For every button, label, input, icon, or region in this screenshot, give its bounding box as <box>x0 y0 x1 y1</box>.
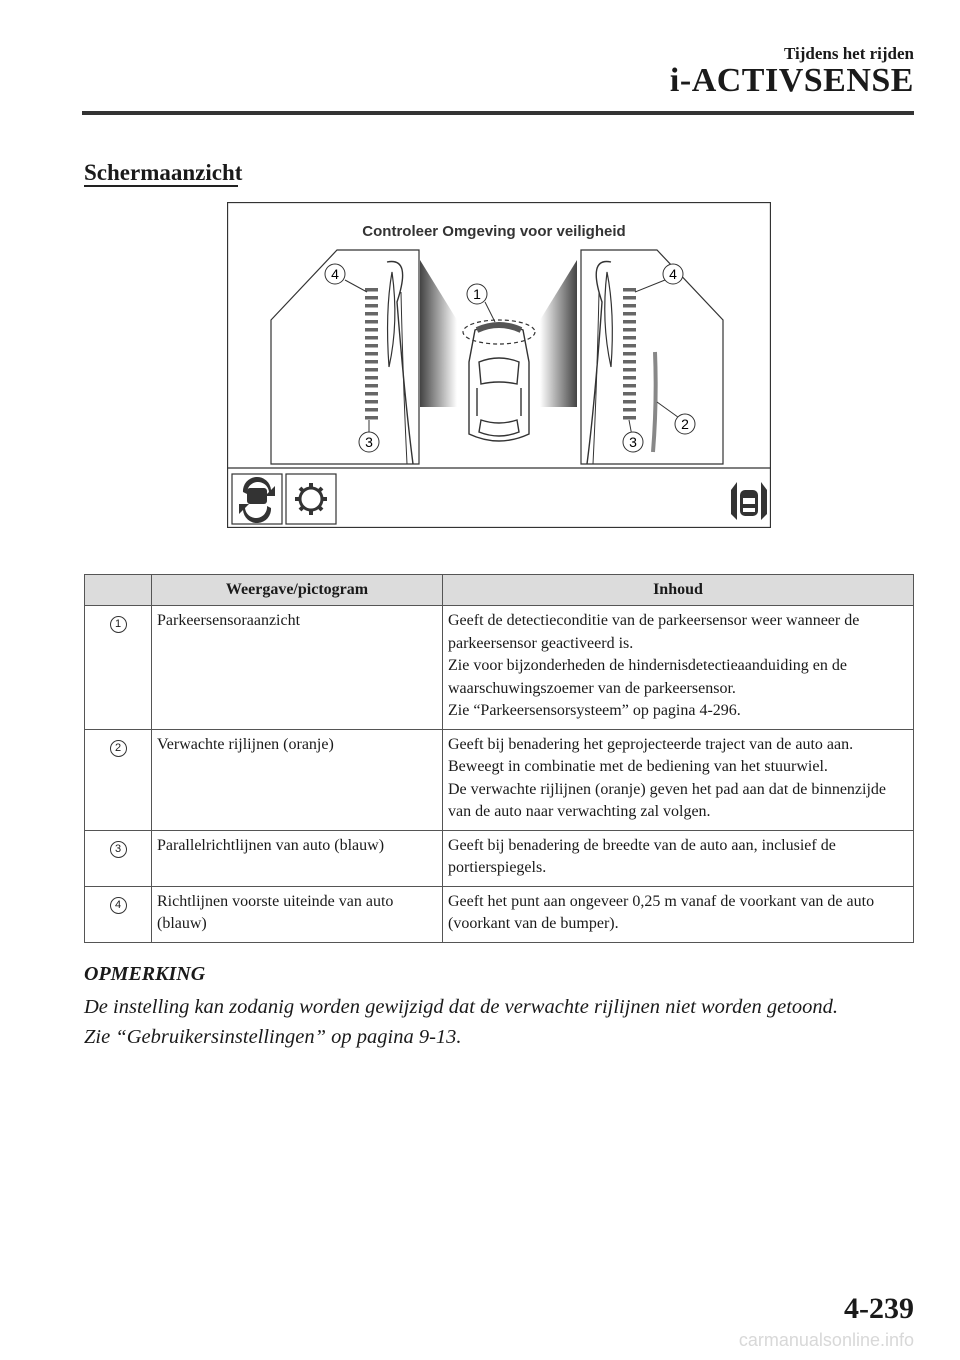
header-rule <box>82 111 914 115</box>
callout-4-left <box>325 264 345 284</box>
svg-text:4: 4 <box>669 266 677 282</box>
running-header: Tijdens het rijden <box>783 44 914 63</box>
page-number: 4-239 <box>844 1292 914 1325</box>
callout-2 <box>675 414 695 434</box>
section-title: Schermaanzicht <box>84 160 243 185</box>
chapter-title: i-ACTIVSENSE <box>669 62 914 99</box>
watermark: carmanualsonline.info <box>738 1330 914 1350</box>
note-line: Zie “Gebruikersinstellingen” op pagina 9-13. <box>84 1026 462 1048</box>
section-title-underline <box>84 185 238 187</box>
row-content: Geeft bij benadering de breedte van de auto aan, inclusief de portierspiegels. <box>443 830 914 886</box>
callout-4-right <box>663 264 683 284</box>
view-switch-button[interactable] <box>232 474 282 524</box>
table-header-row <box>85 575 914 606</box>
row-content: Geeft het punt aan ongeveer 0,25 m vanaf de voorkant van de auto (voorkant van de bumper). <box>443 886 914 942</box>
row-content: Geeft de detectieconditie van de parkeersensor weer wanneer de parkeersensor geactiveerd is. Zie voor bijzonderheden de hindernisdetectieaanduiding en de waarschuwingszoemer van de parkeersensor. Zie “Parkeersensorsysteem” op pagina 4-296. <box>443 606 914 730</box>
svg-text:3: 3 <box>365 434 373 450</box>
svg-text:2: 2 <box>681 416 689 432</box>
car-top-view <box>469 325 529 441</box>
row-content: Geeft bij benadering het geprojecteerde traject van de auto aan. Beweegt in combinatie met de bediening van het stuurwiel. De verwachte rijlijnen (oranje) geven het pad aan dat de binnenzijde van de auto naar verwachting zal volgen. <box>443 729 914 830</box>
note-body <box>84 992 924 1052</box>
callout-3-right <box>623 432 643 452</box>
row-number: 3 <box>110 841 127 858</box>
table-header-num <box>85 575 152 606</box>
note-heading: OPMERKING <box>84 963 206 985</box>
table-header-content: Inhoud <box>443 575 914 606</box>
table-row <box>85 729 914 830</box>
table-row <box>85 606 914 730</box>
row-item: Parkeersensoraanzicht <box>152 606 443 730</box>
row-item: Richtlijnen voorste uiteinde van auto (blauw) <box>152 886 443 942</box>
callout-3-left <box>359 432 379 452</box>
table-row <box>85 830 914 886</box>
row-number: 4 <box>110 897 127 914</box>
row-number: 2 <box>110 740 127 757</box>
svg-text:3: 3 <box>629 434 637 450</box>
table-header-display: Weergave/pictogram <box>152 575 443 606</box>
svg-text:1: 1 <box>473 286 481 302</box>
svg-text:4: 4 <box>331 266 339 282</box>
display-info-table <box>84 574 914 943</box>
row-number: 1 <box>110 616 127 633</box>
row-item: Verwachte rijlijnen (oranje) <box>152 729 443 830</box>
screen-message: Controleer Omgeving voor veiligheid <box>362 223 626 240</box>
settings-button[interactable] <box>286 474 336 524</box>
screen-illustration <box>227 202 771 528</box>
callout-1 <box>467 284 487 304</box>
row-item: Parallelrichtlijnen van auto (blauw) <box>152 830 443 886</box>
note-line: De instelling kan zodanig worden gewijzigd dat de verwachte rijlijnen niet worden getoond. <box>84 996 839 1018</box>
table-row <box>85 886 914 942</box>
